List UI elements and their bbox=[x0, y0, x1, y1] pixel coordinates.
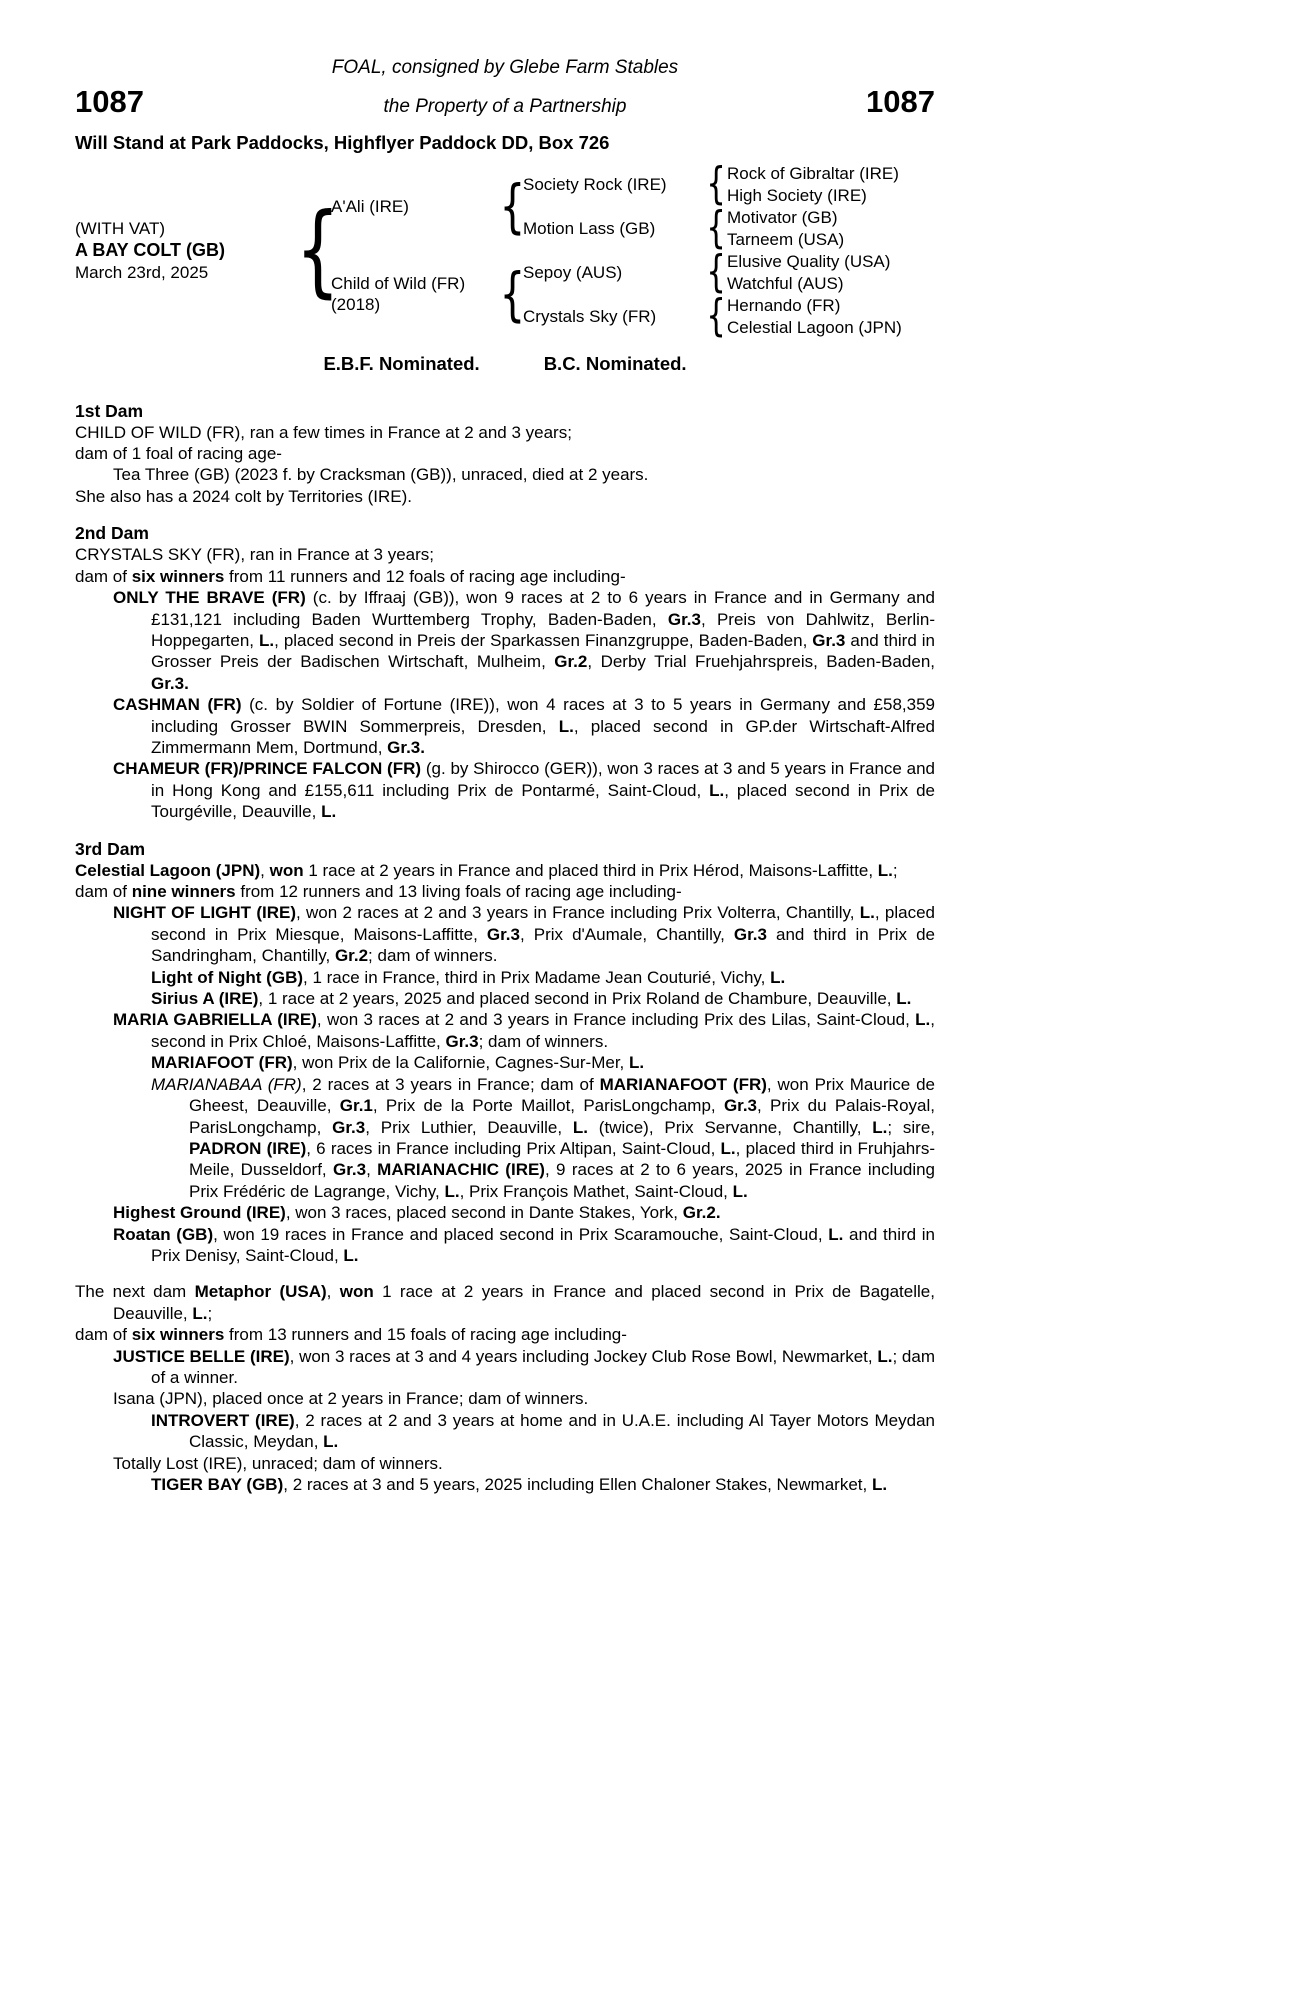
text-run: Gr.2 bbox=[554, 652, 588, 672]
text-run: , placed second in Preis der Sparkassen Finanzgruppe, Baden-Baden, bbox=[274, 630, 813, 650]
text-run: ; dam of a winner. bbox=[151, 1346, 935, 1387]
pedigree-paragraph bbox=[75, 1410, 935, 1453]
pedigree-paragraph bbox=[75, 758, 935, 822]
text-run: L. bbox=[192, 1303, 208, 1323]
text-run: The next dam bbox=[75, 1282, 195, 1302]
text-run: , 2 races at 3 years in France; dam of bbox=[301, 1074, 600, 1094]
pedigree-paragraph bbox=[75, 544, 935, 565]
text-run: , second in Prix Chloé, Maisons-Laffitte, bbox=[151, 1010, 935, 1051]
pedigree-paragraph bbox=[75, 1453, 935, 1474]
text-run: L. bbox=[323, 1432, 339, 1452]
text-run: , 2 races at 2 and 3 years at home and in U.A.E. including Al Tayer Motors Meydan Classic, Meydan, bbox=[189, 1410, 935, 1452]
text-run: Tea Three (GB) (2023 f. by Cracksman (GB)), unraced, died at 2 years. bbox=[113, 465, 649, 485]
text-run: , 2 races at 3 and 5 years, 2025 including Ellen Chaloner Stakes, Newmarket, bbox=[283, 1475, 872, 1494]
text-run: , won 19 races in France and placed second in Prix Scaramouche, Saint-Cloud, bbox=[213, 1224, 829, 1244]
text-run: and third in Prix de Sandringham, Chantilly, bbox=[151, 924, 935, 966]
text-run: L. bbox=[343, 1245, 359, 1265]
ggparent-4: Tarneem (USA) bbox=[727, 229, 845, 249]
text-run: Metaphor (USA) bbox=[194, 1282, 327, 1302]
text-run: six winners bbox=[131, 566, 225, 586]
text-run: L. bbox=[321, 802, 337, 822]
text-run: MARIA GABRIELLA (IRE) bbox=[113, 1010, 317, 1030]
text-run: , bbox=[326, 1282, 340, 1302]
text-run: , won 3 races at 2 and 3 years in France including Prix des Lilas, Saint-Cloud, bbox=[316, 1010, 916, 1030]
pedigree-paragraph bbox=[75, 1281, 935, 1324]
text-run: She also has a 2024 colt by Territories (IRE). bbox=[75, 486, 413, 506]
text-run: Isana (JPN), placed once at 2 years in France; dam of winners. bbox=[113, 1389, 589, 1409]
dam-section bbox=[75, 1281, 935, 1495]
pedigree-paragraph bbox=[75, 694, 935, 758]
ebf-nomination: E.B.F. Nominated. bbox=[323, 353, 480, 375]
pedigree-table bbox=[75, 158, 935, 342]
text-run: , Prix François Mathet, Saint-Cloud, bbox=[459, 1181, 733, 1201]
text-run: Gr.3 bbox=[723, 1096, 758, 1116]
text-run: Gr.3 bbox=[812, 630, 846, 650]
pedigree-paragraph bbox=[75, 1224, 935, 1267]
pedigree-brace-g3: { bbox=[706, 246, 726, 298]
ggparent-8: Celestial Lagoon (JPN) bbox=[727, 317, 902, 337]
text-run: L. bbox=[259, 630, 275, 650]
text-run: , won 2 races at 2 and 3 years in France including Prix Volterra, Chantilly, bbox=[296, 903, 860, 923]
ggparent-2: High Society (IRE) bbox=[727, 185, 867, 205]
text-run: Gr.2 bbox=[334, 946, 369, 966]
text-run: , won Prix de la Californie, Cagnes-Sur-Mer, bbox=[292, 1053, 629, 1073]
pedigree-paragraph bbox=[75, 486, 935, 507]
text-run: (g. by Shirocco (GER)), won 3 races at 3 and 5 years in France and in Hong Kong and £155,611 including Prix de Pontarmé, Saint-Cloud, bbox=[151, 759, 935, 800]
text-run: Gr.3 bbox=[733, 924, 767, 944]
text-run: NIGHT OF LIGHT (IRE) bbox=[113, 903, 297, 923]
text-run: L. bbox=[558, 716, 574, 736]
text-run: Gr.3 bbox=[332, 1117, 366, 1137]
text-run: CHILD OF WILD (FR), ran a few times in France at 2 and 3 years; bbox=[75, 422, 572, 442]
pedigree-brace-g1: { bbox=[706, 158, 726, 210]
foaling-date: March 23rd, 2025 bbox=[75, 262, 209, 282]
text-run: , 1 race in France, third in Prix Madame Jean Couturié, Vichy, bbox=[303, 967, 771, 987]
lot-number-right: 1087 bbox=[866, 83, 935, 119]
text-run: MARIANACHIC (IRE) bbox=[377, 1160, 545, 1180]
page-content bbox=[75, 56, 935, 1495]
text-run: Totally Lost (IRE), unraced; dam of winners. bbox=[113, 1453, 443, 1473]
text-run: , Prix d'Aumale, Chantilly, bbox=[520, 924, 734, 944]
dam-section bbox=[75, 838, 935, 1267]
text-run: 1 race at 2 years in France and placed third in Prix Hérod, Maisons-Laffitte, bbox=[303, 860, 878, 880]
text-run: , bbox=[366, 1160, 378, 1180]
text-run: Gr.3. bbox=[387, 737, 425, 757]
text-run: from 12 runners and 13 living foals of racing age including- bbox=[235, 882, 682, 902]
text-run: TIGER BAY (GB) bbox=[151, 1475, 284, 1494]
grandsire-1: Society Rock (IRE) bbox=[523, 174, 667, 194]
text-run: , Prix du Palais-Royal, ParisLongchamp, bbox=[189, 1096, 935, 1137]
text-run: dam of bbox=[75, 566, 132, 586]
text-run: won bbox=[269, 860, 304, 880]
text-run: PADRON (IRE) bbox=[189, 1138, 307, 1158]
text-run: ; sire, bbox=[887, 1117, 935, 1137]
text-run: Gr.3 bbox=[486, 924, 520, 944]
ggparent-6: Watchful (AUS) bbox=[727, 273, 844, 293]
text-run: L. bbox=[896, 989, 912, 1009]
lot-row bbox=[75, 82, 935, 121]
text-run: Gr.3 bbox=[445, 1031, 479, 1051]
pedigree-paragraph bbox=[75, 1202, 935, 1223]
bc-nomination: B.C. Nominated. bbox=[543, 353, 687, 375]
text-run: , won Prix Maurice de Gheest, Deauville, bbox=[189, 1074, 935, 1116]
section-heading: 3rd Dam bbox=[75, 838, 146, 859]
text-run: , 6 races in France including Prix Altipan, Saint-Cloud, bbox=[306, 1138, 721, 1158]
text-run: CRYSTALS SKY (FR), ran in France at 3 years; bbox=[75, 545, 435, 565]
granddam-1: Motion Lass (GB) bbox=[523, 218, 656, 238]
pedigree-paragraph bbox=[75, 967, 935, 988]
pedigree-paragraph bbox=[75, 422, 935, 443]
text-run: L. bbox=[877, 1346, 893, 1366]
text-run: (c. by Iffraaj (GB)), won 9 races at 2 to 6 years in France and in Germany and £131,121 including Baden Wurttemberg Trophy, Baden-Baden, bbox=[151, 588, 936, 629]
text-run: Gr.1 bbox=[339, 1096, 373, 1116]
text-run: (twice), Prix Servanne, Chantilly, bbox=[587, 1117, 873, 1137]
dam-name: Child of Wild (FR) bbox=[331, 273, 466, 293]
pedigree-paragraph bbox=[75, 902, 935, 966]
dam-text bbox=[75, 400, 935, 1496]
text-run: INTROVERT (IRE) bbox=[151, 1410, 295, 1430]
text-run: Roatan (GB) bbox=[113, 1224, 214, 1244]
text-run: , 1 race at 2 years, 2025 and placed second in Prix Roland de Chambure, Deauville, bbox=[258, 989, 897, 1009]
text-run: , Prix Luthier, Deauville, bbox=[365, 1117, 573, 1137]
lot-number-left: 1087 bbox=[75, 83, 144, 119]
section-heading: 2nd Dam bbox=[75, 523, 149, 544]
text-run: , won 3 races at 3 and 4 years including Jockey Club Rose Bowl, Newmarket, bbox=[289, 1346, 878, 1366]
text-run: and third in Grosser Preis der Badischen Wirtschaft, Mulheim, bbox=[151, 630, 936, 672]
pedigree-paragraph bbox=[75, 881, 935, 902]
text-run: Gr.2. bbox=[682, 1203, 721, 1223]
text-run: won bbox=[339, 1282, 374, 1302]
dam-section bbox=[75, 522, 935, 822]
text-run: , Prix de la Porte Maillot, ParisLongchamp, bbox=[372, 1096, 724, 1116]
text-run: , placed second in GP.der Wirtschaft-Alfred Zimmermann Mem, Dortmund, bbox=[151, 716, 936, 757]
text-run: L. bbox=[915, 1010, 931, 1030]
text-run: L. bbox=[859, 903, 875, 923]
property-line: the Property of a Partnership bbox=[383, 95, 627, 117]
pedigree-paragraph bbox=[75, 860, 935, 881]
pedigree-paragraph bbox=[75, 1388, 935, 1409]
text-run: Gr.3 bbox=[667, 609, 701, 629]
ggparent-5: Elusive Quality (USA) bbox=[727, 251, 891, 271]
pedigree-paragraph bbox=[75, 443, 935, 464]
text-run: CHAMEUR (FR)/PRINCE FALCON (FR) bbox=[113, 759, 426, 779]
grandsire-2: Sepoy (AUS) bbox=[523, 262, 623, 282]
pedigree-brace-g2: { bbox=[706, 202, 726, 254]
pedigree-paragraph bbox=[75, 464, 935, 485]
vat-note: (WITH VAT) bbox=[75, 218, 166, 238]
nominations-row bbox=[75, 352, 935, 375]
text-run: L. bbox=[629, 1053, 645, 1073]
ggparent-1: Rock of Gibraltar (IRE) bbox=[727, 163, 899, 183]
text-run: Sirius A (IRE) bbox=[151, 989, 259, 1009]
text-run: , placed second in Prix Miesque, Maisons-Laffitte, bbox=[151, 903, 935, 944]
section-heading: 1st Dam bbox=[75, 400, 144, 421]
text-run: ; bbox=[892, 860, 898, 880]
pedigree-brace-sire: { bbox=[499, 172, 525, 241]
granddam-2: Crystals Sky (FR) bbox=[523, 306, 657, 326]
pedigree-paragraph bbox=[75, 1346, 935, 1389]
text-run: L. bbox=[828, 1224, 844, 1244]
text-run: (c. by Soldier of Fortune (IRE)), won 4 races at 3 to 5 years in Germany and £58,359 including Grosser BWIN Sommerpreis, Dresden, bbox=[151, 695, 935, 736]
text-run: MARIANAFOOT (FR) bbox=[599, 1074, 767, 1094]
text-run: 1 race at 2 years in France and placed second in Prix de Bagatelle, Deauville, bbox=[113, 1282, 935, 1323]
text-run: Highest Ground (IRE) bbox=[113, 1203, 286, 1223]
text-run: L. bbox=[877, 860, 893, 880]
ggparent-3: Motivator (GB) bbox=[727, 207, 838, 227]
colt-name: A BAY COLT (GB) bbox=[75, 239, 226, 260]
text-run: ONLY THE BRAVE (FR) bbox=[113, 588, 313, 608]
text-run: nine winners bbox=[131, 882, 236, 902]
pedigree-brace-g4: { bbox=[706, 290, 726, 342]
stand-location: Will Stand at Park Paddocks, Highflyer Paddock DD, Box 726 bbox=[75, 131, 610, 153]
text-run: JUSTICE BELLE (IRE) bbox=[113, 1346, 290, 1366]
pedigree-paragraph bbox=[75, 1074, 935, 1202]
pedigree-paragraph bbox=[75, 1009, 935, 1052]
text-run: dam of bbox=[75, 1325, 132, 1345]
text-run: MARIANABAA (FR) bbox=[151, 1074, 302, 1094]
text-run: , 9 races at 2 to 6 years, 2025 in France including Prix Frédéric de Lagrange, Vichy, bbox=[189, 1160, 935, 1201]
dam-section bbox=[75, 400, 935, 508]
text-run: , placed second in Prix de Tourgéville, Deauville, bbox=[151, 780, 935, 822]
text-run: L. bbox=[720, 1138, 736, 1158]
text-run: MARIAFOOT (FR) bbox=[151, 1053, 293, 1073]
text-run: L. bbox=[572, 1117, 588, 1137]
text-run: L. bbox=[709, 780, 725, 800]
text-run: , bbox=[260, 860, 270, 880]
text-run: Gr.3. bbox=[151, 673, 189, 693]
text-run: from 13 runners and 15 foals of racing age including- bbox=[224, 1325, 627, 1345]
text-run: L. bbox=[444, 1181, 460, 1201]
text-run: L. bbox=[770, 967, 786, 987]
pedigree-paragraph bbox=[75, 988, 935, 1009]
text-run: , won 3 races, placed second in Dante Stakes, York, bbox=[285, 1203, 683, 1223]
text-run: and third in Prix Denisy, Saint-Cloud, bbox=[151, 1224, 935, 1265]
pedigree-paragraph bbox=[75, 1474, 935, 1495]
text-run: dam of 1 foal of racing age- bbox=[75, 444, 282, 464]
text-run: six winners bbox=[131, 1325, 225, 1345]
pedigree-paragraph bbox=[75, 566, 935, 587]
text-run: , Derby Trial Fruehjahrspreis, Baden-Baden, bbox=[587, 652, 936, 672]
text-run: CASHMAN (FR) bbox=[113, 695, 250, 715]
text-run: L. bbox=[732, 1181, 748, 1201]
text-run: ; dam of winners. bbox=[478, 1031, 609, 1051]
pedigree-paragraph bbox=[75, 1052, 935, 1073]
text-run: Light of Night (GB) bbox=[151, 967, 304, 987]
sire-name: A'Ali (IRE) bbox=[331, 196, 409, 216]
dam-year: (2018) bbox=[331, 295, 381, 315]
text-run: , placed third in Fruhjahrs-Meile, Dusseldorf, bbox=[189, 1138, 935, 1180]
text-run: ; bbox=[207, 1303, 213, 1323]
text-run: Gr.3 bbox=[333, 1160, 367, 1180]
pedigree-paragraph bbox=[75, 1324, 935, 1345]
text-run: dam of bbox=[75, 882, 132, 902]
consignor-line: FOAL, consigned by Glebe Farm Stables bbox=[331, 57, 679, 78]
subject-block bbox=[75, 162, 305, 338]
text-run: Celestial Lagoon (JPN) bbox=[75, 860, 261, 880]
dam-block bbox=[331, 250, 501, 338]
text-run: from 11 runners and 12 foals of racing age including- bbox=[224, 566, 626, 586]
ggparent-7: Hernando (FR) bbox=[727, 295, 841, 315]
text-run: L. bbox=[871, 1475, 888, 1494]
text-run: L. bbox=[872, 1117, 888, 1137]
pedigree-paragraph bbox=[75, 587, 935, 694]
pedigree-brace-dam: { bbox=[499, 260, 525, 329]
text-run: ; dam of winners. bbox=[368, 946, 498, 966]
pedigree-brace-main: { bbox=[295, 191, 341, 309]
text-run: , Preis von Dahlwitz, Berlin-Hoppegarten, bbox=[151, 609, 936, 650]
